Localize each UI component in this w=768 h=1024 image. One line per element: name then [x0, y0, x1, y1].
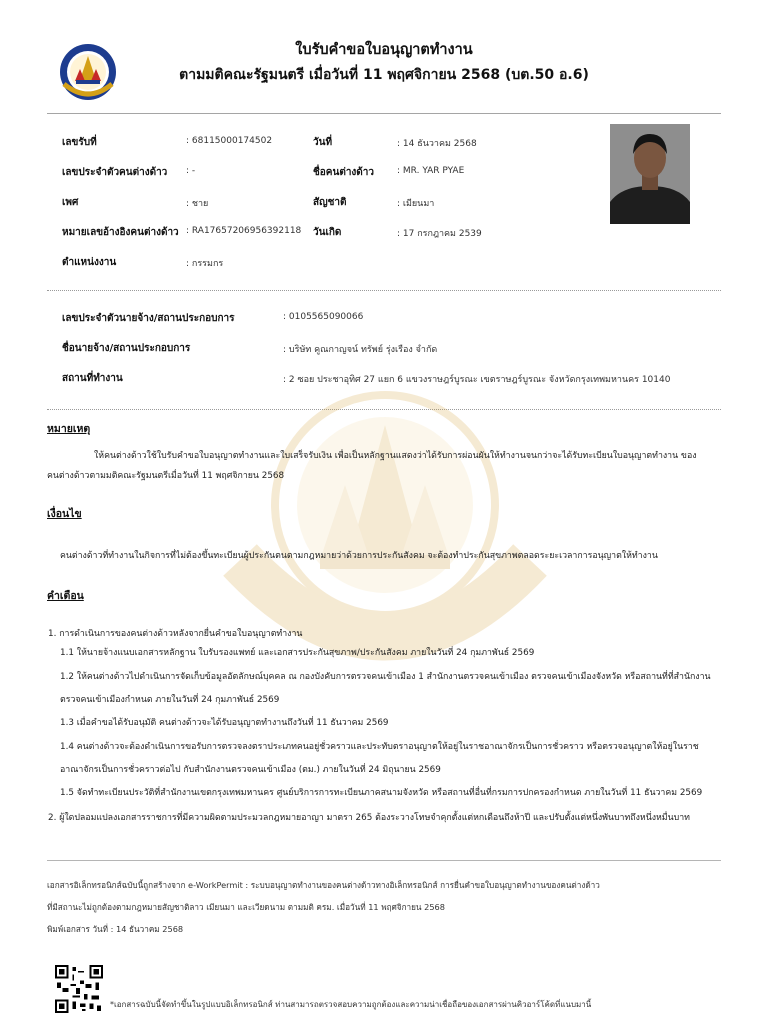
nationality-label: สัญชาติ — [313, 197, 347, 208]
note-line-1: ให้คนต่างด้าวใช้ใบรับคำขอใบอนุญาตทำงานและใบเสร็จรับเงิน เพื่อเป็นหลักฐานแสดงว่าได้รับการผ่อนผันให้ทำงานจนกว่าจะได้รับทะเบียนใบอนุญาตทำงาน ของ — [94, 451, 697, 461]
employer-id-label: เลขประจำตัวนายจ้าง/สถานประกอบการ — [62, 313, 235, 324]
warning-heading: คำเตือน — [47, 590, 84, 602]
qr-code-icon — [55, 965, 103, 1013]
warning-item-1-4: 1.4 คนต่างด้าวจะต้องดำเนินการขอรับการตรวจลงตราประเภทคนอยู่ชั่วคราวและประทับตราอนุญาตให้อยู่ในราชอาณาจักรเป็นการชั่วคราว หรือตรวจอนุญาตให้อยู่ในราช — [60, 742, 699, 752]
warning-item-1-2: 1.2 ให้คนต่างด้าวไปดำเนินการจัดเก็บข้อมูลอัตลักษณ์บุคคล ณ กองบังคับการตรวจคนเข้าเมือง 1 สำนักงานตรวจคนเข้าเมือง ตรวจคนเข้าเมืองจังหวัด หรือสถานที่ที่สำนักงาน — [60, 672, 711, 682]
document-title: ใบรับคำขอใบอนุญาตทำงาน — [295, 42, 473, 58]
document-subtitle: ตามมติคณะรัฐมนตรี เมื่อวันที่ 11 พฤศจิกายน 2568 (บต.50 อ.6) — [179, 67, 589, 83]
sex-label: เพศ — [62, 197, 79, 208]
ref-no-label: หมายเลขอ้างอิงคนต่างด้าว — [62, 227, 179, 238]
section-divider-employer — [47, 290, 721, 291]
sex-value: : ชาย — [186, 199, 209, 209]
print-date: พิมพ์เอกสาร วันที่ : 14 ธันวาคม 2568 — [47, 924, 184, 934]
footer-line-2: ที่มีสถานะไม่ถูกต้องตามกฎหมายสัญชาติลาว เมียนมา และเวียดนาม ตามมติ ครม. เมื่อวันที่ 11 พฤศจิกายน 2568 — [47, 902, 445, 912]
applicant-photo — [610, 124, 690, 224]
condition-text: คนต่างด้าวที่ทำงานในกิจการที่ไม่ต้องขึ้นทะเบียนผู้ประกันตนตามกฎหมายว่าด้วยการประกันสังคม จะต้องทำประกันสุขภาพตลอดระยะเวลาการอนุญาตให้ทำงาน — [60, 551, 658, 561]
warning-item-2: 2. ผู้ใดปลอมแปลงเอกสารราชการที่มีความผิดตามประมวลกฎหมายอาญา มาตรา 265 ต้องระวางโทษจำคุกตั้งแต่หกเดือนถึงห้าปี และปรับตั้งแต่หนึ่งพันบาทถึงหนึ่งหมื่นบาท — [48, 813, 690, 823]
alien-id-value: : - — [186, 166, 196, 176]
nationality-value: : เมียนมา — [397, 199, 435, 209]
position-label: ตำแหน่งงาน — [62, 257, 117, 268]
warning-item-1-4-cont: อาณาจักรเป็นการชั่วคราวต่อไป กับสำนักงานตรวจคนเข้าเมือง (ตม.) ภายในวันที่ 24 มิถุนายน 2569 — [60, 765, 441, 775]
employer-name-value: : บริษัท คูณกาญจน์ ทรัพย์ รุ่งเรือง จำกัด — [283, 345, 438, 355]
birth-date-label: วันเกิด — [313, 227, 342, 238]
warning-item-1: 1. การดำเนินการของคนต่างด้าวหลังจากยื่นคำขอใบอนุญาตทำงาน — [48, 629, 303, 639]
workplace-label: สถานที่ทำงาน — [62, 373, 123, 384]
date-value: : 14 ธันวาคม 2568 — [397, 139, 477, 149]
condition-heading: เงื่อนไข — [47, 508, 82, 520]
ref-no-value: : RA17657206956392118 — [186, 226, 302, 236]
employer-id-value: : 0105565090066 — [283, 312, 364, 322]
warning-item-1-3: 1.3 เมื่อคำขอได้รับอนุมัติ คนต่างด้าวจะได้รับอนุญาตทำงานถึงวันที่ 11 ธันวาคม 2569 — [60, 718, 389, 728]
date-label: วันที่ — [313, 137, 333, 148]
alien-name-value: : MR. YAR PYAE — [397, 166, 465, 176]
warning-item-1-5: 1.5 จัดทำทะเบียนประวัติที่สำนักงานเขตกรุงเทพมหานคร ศูนย์บริการการทะเบียนภาคสนามจังหวัด หรือสถานที่อื่นที่กรมการปกครองกำหนด ภายในวันที่ 11 ธันวาคม 2569 — [60, 788, 703, 798]
footer-divider — [47, 860, 721, 861]
receipt-no-value: : 68115000174502 — [186, 136, 273, 146]
warning-item-1-2-cont: ตรวจคนเข้าเมืองกำหนด ภายในวันที่ 24 กุมภาพันธ์ 2569 — [60, 695, 280, 705]
header-divider — [47, 113, 721, 114]
alien-id-label: เลขประจำตัวคนต่างด้าว — [62, 167, 168, 178]
receipt-no-label: เลขรับที่ — [62, 137, 97, 148]
note-heading: หมายเหตุ — [47, 423, 91, 435]
warning-item-1-1: 1.1 ให้นายจ้างแนบเอกสารหลักฐาน ใบรับรองแพทย์ และเอกสารประกันสุขภาพ/ประกันสังคม ภายในวันที่ 24 กุมภาพันธ์ 2569 — [60, 648, 535, 658]
qr-verify-note: *เอกสารฉบับนี้จัดทำขึ้นในรูปแบบอิเล็กทรอนิกส์ ท่านสามารถตรวจสอบความถูกต้องและความน่าเชื่อถือของเอกสารผ่านคิวอาร์โค้ดที่แนบมานี้ — [110, 1000, 592, 1009]
position-value: : กรรมกร — [186, 259, 224, 269]
alien-name-label: ชื่อคนต่างด้าว — [313, 167, 375, 178]
note-line-2: คนต่างด้าวตามมติคณะรัฐมนตรีเมื่อวันที่ 11 พฤศจิกายน 2568 — [47, 471, 285, 481]
footer-line-1: เอกสารอิเล็กทรอนิกส์ฉบับนี้ถูกสร้างจาก e-WorkPermit : ระบบอนุญาตทำงานของคนต่างด้าวทางอิเล็กทรอนิกส์ การยื่นคำขอใบอนุญาตทำงานของคนต่างด้าว — [47, 880, 600, 890]
workplace-value: : 2 ซอย ประชาอุทิศ 27 แยก 6 แขวงราษฎร์บูรณะ เขตราษฎร์บูรณะ จังหวัดกรุงเทพมหานคร 10140 — [283, 375, 671, 385]
birth-date-value: : 17 กรกฎาคม 2539 — [397, 229, 482, 239]
employer-name-label: ชื่อนายจ้าง/สถานประกอบการ — [62, 343, 191, 354]
